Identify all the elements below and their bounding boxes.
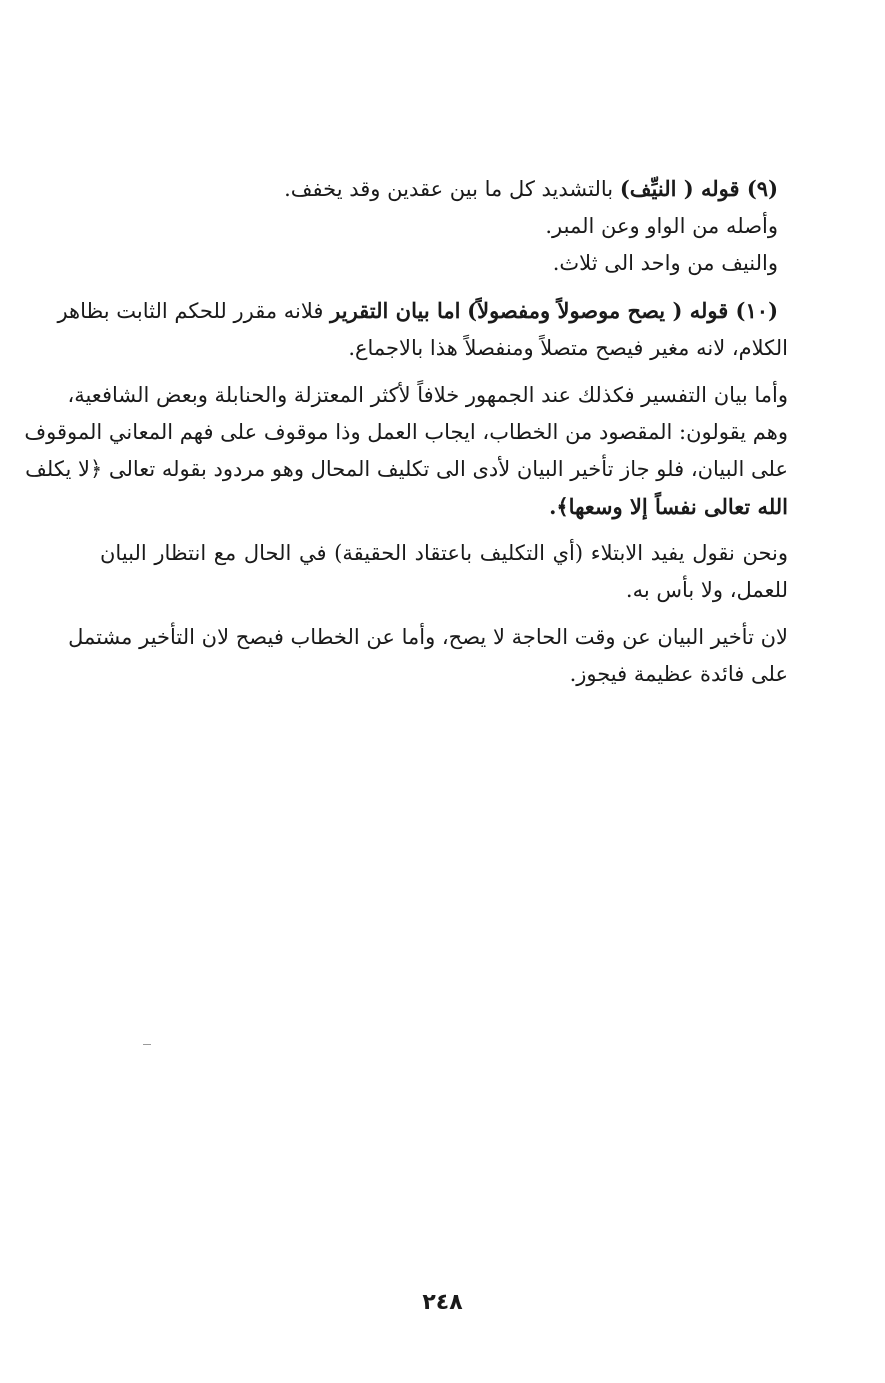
- note-9-line-1: [100, 170, 788, 208]
- page-number: ٢٤٨: [422, 1290, 463, 1315]
- paragraph-takhir-line-1: لان تأخير البيان عن وقت الحاجة لا يصح، وأما عن الخطاب فيصح لان التأخير مشتمل: [68, 625, 788, 649]
- note-9-line-3: والنيف من واحد الى ثلاث.: [552, 251, 778, 275]
- paragraph-tafsir-line-2: وهم يقولون: المقصود من الخطاب، ايجاب العمل وذا موقوف على فهم المعاني الموقوف: [24, 420, 788, 444]
- paragraph-tafsir-line-3: على البيان، فلو جاز تأخير البيان لأدى الى تكليف المحال وهو مردود بقوله تعالى ﴿لا يكلف: [25, 457, 788, 481]
- note-10: [57, 292, 788, 367]
- page-body: [24, 170, 788, 703]
- paragraph-ibtila-line-1: ونحن نقول يفيد الابتلاء (أي التكليف باعتقاد الحقيقة) في الحال مع انتظار البيان: [100, 541, 788, 565]
- note-9: [100, 170, 788, 282]
- paragraph-ibtila: [100, 535, 788, 609]
- paragraph-takhir: [68, 619, 788, 693]
- note-10-label: (١٠) قوله ( يصح موصولاً ومفصولاً): [467, 298, 778, 323]
- paragraph-tafsir-line-4: الله تعالى نفساً إلا وسعها﴾.: [549, 494, 788, 519]
- paragraph-ibtila-line-2: للعمل، ولا بأس به.: [625, 578, 788, 602]
- note-9-line-2: وأصله من الواو وعن المبر.: [545, 214, 778, 238]
- paragraph-takhir-line-2: على فائدة عظيمة فيجوز.: [569, 662, 788, 686]
- note-10-text-1: فلانه مقرر للحكم الثابت بظاهر: [57, 299, 324, 323]
- footer-rule: [143, 1044, 151, 1045]
- note-10-line-1: [57, 292, 788, 330]
- note-9-label: (٩) قوله ( النيِّف): [619, 176, 778, 201]
- note-10-line-2: الكلام، لانه مغير فيصح متصلاً ومنفصلاً هذا بالاجماع.: [348, 336, 788, 360]
- note-10-bold-phrase: اما بيان التقرير: [330, 298, 461, 323]
- paragraph-tafsir: [24, 377, 788, 525]
- note-9-text-1: بالتشديد كل ما بين عقدين وقد يخفف.: [284, 177, 614, 201]
- paragraph-tafsir-line-1: وأما بيان التفسير فكذلك عند الجمهور خلافاً لأكثر المعتزلة والحنابلة وبعض الشافعية،: [67, 383, 788, 407]
